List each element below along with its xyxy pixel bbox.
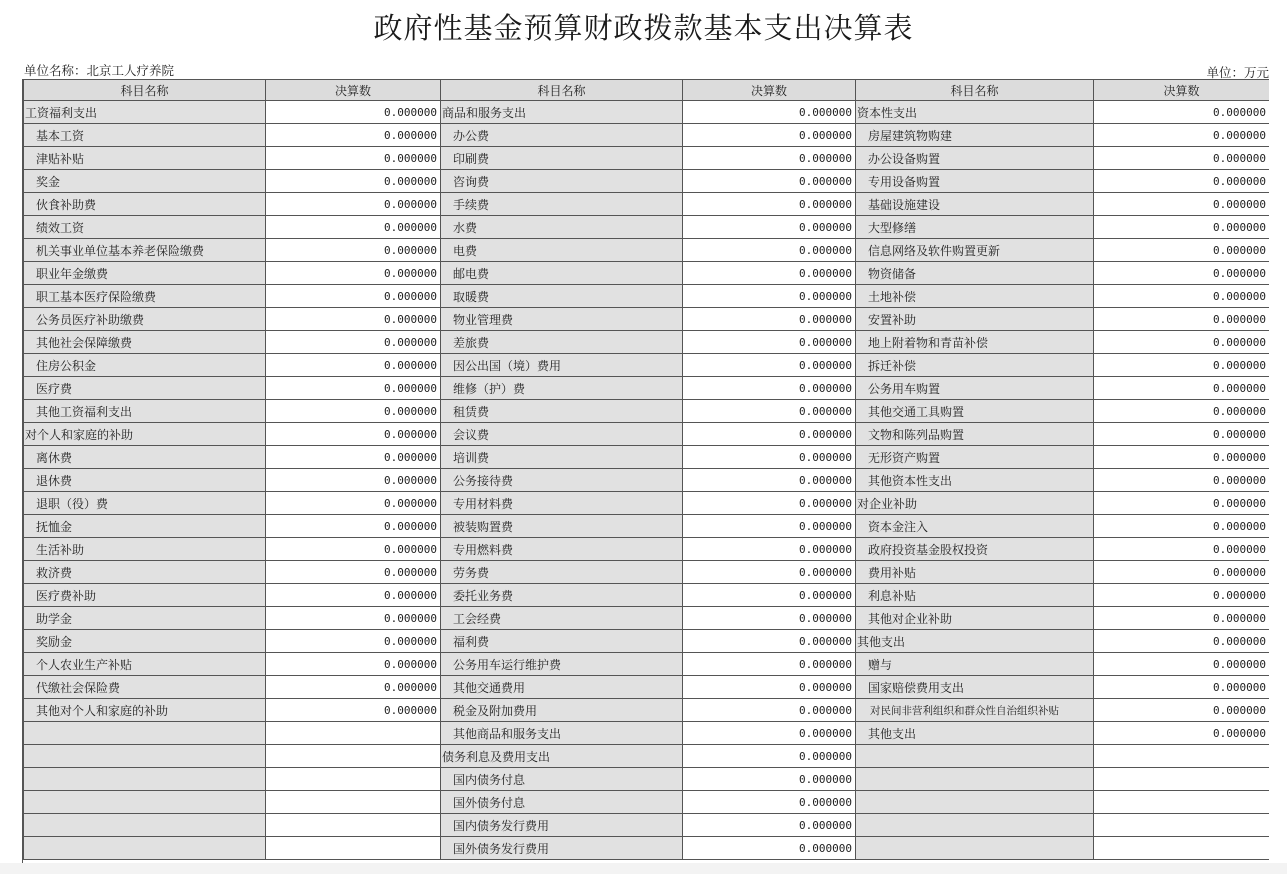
table-row bbox=[24, 147, 1270, 170]
table-row bbox=[24, 561, 1270, 584]
amount-cell: 0.000000 bbox=[683, 745, 856, 768]
amount-cell: 0.000000 bbox=[683, 216, 856, 239]
subject-name-cell: 绩效工资 bbox=[24, 216, 266, 239]
subject-name-cell: 房屋建筑物购建 bbox=[856, 124, 1094, 147]
amount-cell: 0.000000 bbox=[683, 377, 856, 400]
amount-cell: 0.000000 bbox=[683, 814, 856, 837]
table-row bbox=[24, 653, 1270, 676]
subject-name-cell: 国家赔偿费用支出 bbox=[856, 676, 1094, 699]
expenditure-table-container bbox=[22, 79, 1269, 863]
subject-name-cell: 国内债务付息 bbox=[441, 768, 683, 791]
subject-name-cell: 税金及附加费用 bbox=[441, 699, 683, 722]
amount-cell: 0.000000 bbox=[683, 699, 856, 722]
subject-name-cell: 工资福利支出 bbox=[24, 101, 266, 124]
amount-cell: 0.000000 bbox=[266, 699, 441, 722]
subject-name-cell: 对企业补助 bbox=[856, 492, 1094, 515]
subject-name-cell: 债务利息及费用支出 bbox=[441, 745, 683, 768]
amount-cell: 0.000000 bbox=[266, 377, 441, 400]
amount-cell: 0.000000 bbox=[1094, 308, 1270, 331]
table-row bbox=[24, 676, 1270, 699]
table-row bbox=[24, 124, 1270, 147]
subject-name-cell: 咨询费 bbox=[441, 170, 683, 193]
subject-name-cell: 国外债务发行费用 bbox=[441, 837, 683, 860]
subject-name-cell: 其他交通工具购置 bbox=[856, 400, 1094, 423]
subject-name-cell: 福利费 bbox=[441, 630, 683, 653]
empty-value-cell bbox=[266, 768, 441, 791]
subject-name-cell: 会议费 bbox=[441, 423, 683, 446]
empty-value-cell bbox=[1094, 814, 1270, 837]
amount-cell: 0.000000 bbox=[266, 331, 441, 354]
amount-cell: 0.000000 bbox=[683, 331, 856, 354]
table-row bbox=[24, 791, 1270, 814]
amount-cell: 0.000000 bbox=[266, 147, 441, 170]
subject-name-cell: 手续费 bbox=[441, 193, 683, 216]
amount-cell: 0.000000 bbox=[1094, 446, 1270, 469]
table-row bbox=[24, 469, 1270, 492]
empty-name-cell bbox=[856, 791, 1094, 814]
expenditure-table bbox=[23, 79, 1269, 860]
amount-cell: 0.000000 bbox=[683, 193, 856, 216]
amount-cell: 0.000000 bbox=[683, 170, 856, 193]
empty-value-cell bbox=[266, 791, 441, 814]
subject-name-cell: 国内债务发行费用 bbox=[441, 814, 683, 837]
amount-cell: 0.000000 bbox=[266, 354, 441, 377]
amount-cell: 0.000000 bbox=[1094, 584, 1270, 607]
amount-cell: 0.000000 bbox=[683, 837, 856, 860]
amount-cell: 0.000000 bbox=[683, 469, 856, 492]
amount-cell: 0.000000 bbox=[1094, 285, 1270, 308]
amount-cell: 0.000000 bbox=[683, 124, 856, 147]
amount-cell: 0.000000 bbox=[266, 308, 441, 331]
subject-name-cell: 维修（护）费 bbox=[441, 377, 683, 400]
amount-cell: 0.000000 bbox=[683, 515, 856, 538]
amount-cell: 0.000000 bbox=[266, 653, 441, 676]
subject-name-cell: 其他支出 bbox=[856, 630, 1094, 653]
subject-name-cell: 对民间非营利组织和群众性自治组织补贴 bbox=[856, 699, 1094, 722]
subject-name-cell: 信息网络及软件购置更新 bbox=[856, 239, 1094, 262]
table-row bbox=[24, 193, 1270, 216]
table-header-row bbox=[24, 80, 1270, 101]
subject-name-cell: 其他支出 bbox=[856, 722, 1094, 745]
subject-name-cell: 其他商品和服务支出 bbox=[441, 722, 683, 745]
amount-cell: 0.000000 bbox=[1094, 630, 1270, 653]
amount-cell: 0.000000 bbox=[683, 584, 856, 607]
header-amount-col-1: 决算数 bbox=[266, 80, 441, 101]
amount-cell: 0.000000 bbox=[683, 262, 856, 285]
amount-cell: 0.000000 bbox=[1094, 170, 1270, 193]
amount-cell: 0.000000 bbox=[1094, 377, 1270, 400]
subject-name-cell: 个人农业生产补贴 bbox=[24, 653, 266, 676]
subject-name-cell: 医疗费补助 bbox=[24, 584, 266, 607]
subject-name-cell: 基础设施建设 bbox=[856, 193, 1094, 216]
amount-cell: 0.000000 bbox=[266, 170, 441, 193]
subject-name-cell: 公务员医疗补助缴费 bbox=[24, 308, 266, 331]
amount-cell: 0.000000 bbox=[683, 722, 856, 745]
amount-cell: 0.000000 bbox=[1094, 607, 1270, 630]
empty-value-cell bbox=[266, 722, 441, 745]
amount-cell: 0.000000 bbox=[683, 239, 856, 262]
scan-bottom-margin bbox=[0, 863, 1287, 874]
amount-cell: 0.000000 bbox=[266, 400, 441, 423]
subject-name-cell: 商品和服务支出 bbox=[441, 101, 683, 124]
table-row bbox=[24, 400, 1270, 423]
subject-name-cell: 奖励金 bbox=[24, 630, 266, 653]
amount-cell: 0.000000 bbox=[266, 101, 441, 124]
subject-name-cell: 基本工资 bbox=[24, 124, 266, 147]
subject-name-cell: 赠与 bbox=[856, 653, 1094, 676]
subject-name-cell: 救济费 bbox=[24, 561, 266, 584]
empty-name-cell bbox=[24, 722, 266, 745]
subject-name-cell: 其他对个人和家庭的补助 bbox=[24, 699, 266, 722]
subject-name-cell: 资本金注入 bbox=[856, 515, 1094, 538]
subject-name-cell: 差旅费 bbox=[441, 331, 683, 354]
amount-cell: 0.000000 bbox=[1094, 469, 1270, 492]
amount-cell: 0.000000 bbox=[1094, 722, 1270, 745]
empty-name-cell bbox=[24, 837, 266, 860]
table-row bbox=[24, 630, 1270, 653]
empty-name-cell bbox=[856, 814, 1094, 837]
unit-label: 单位：万元 bbox=[1206, 65, 1269, 80]
amount-cell: 0.000000 bbox=[266, 124, 441, 147]
table-row bbox=[24, 768, 1270, 791]
amount-cell: 0.000000 bbox=[1094, 423, 1270, 446]
amount-cell: 0.000000 bbox=[683, 653, 856, 676]
table-row bbox=[24, 239, 1270, 262]
subject-name-cell: 助学金 bbox=[24, 607, 266, 630]
empty-value-cell bbox=[266, 837, 441, 860]
amount-cell: 0.000000 bbox=[1094, 262, 1270, 285]
subject-name-cell: 地上附着物和青苗补偿 bbox=[856, 331, 1094, 354]
amount-cell: 0.000000 bbox=[683, 791, 856, 814]
subject-name-cell: 无形资产购置 bbox=[856, 446, 1094, 469]
empty-name-cell bbox=[856, 768, 1094, 791]
subject-name-cell: 公务用车运行维护费 bbox=[441, 653, 683, 676]
amount-cell: 0.000000 bbox=[266, 446, 441, 469]
amount-cell: 0.000000 bbox=[1094, 699, 1270, 722]
table-row bbox=[24, 423, 1270, 446]
table-row bbox=[24, 722, 1270, 745]
amount-cell: 0.000000 bbox=[683, 285, 856, 308]
subject-name-cell: 其他工资福利支出 bbox=[24, 400, 266, 423]
subject-name-cell: 培训费 bbox=[441, 446, 683, 469]
subject-name-cell: 代缴社会保险费 bbox=[24, 676, 266, 699]
subject-name-cell: 公务接待费 bbox=[441, 469, 683, 492]
subject-name-cell: 机关事业单位基本养老保险缴费 bbox=[24, 239, 266, 262]
amount-cell: 0.000000 bbox=[266, 469, 441, 492]
subject-name-cell: 退休费 bbox=[24, 469, 266, 492]
subject-name-cell: 办公设备购置 bbox=[856, 147, 1094, 170]
table-row bbox=[24, 377, 1270, 400]
subject-name-cell: 公务用车购置 bbox=[856, 377, 1094, 400]
table-row bbox=[24, 101, 1270, 124]
amount-cell: 0.000000 bbox=[1094, 124, 1270, 147]
amount-cell: 0.000000 bbox=[266, 423, 441, 446]
empty-name-cell bbox=[24, 791, 266, 814]
subject-name-cell: 专用设备购置 bbox=[856, 170, 1094, 193]
amount-cell: 0.000000 bbox=[683, 354, 856, 377]
subject-name-cell: 其他资本性支出 bbox=[856, 469, 1094, 492]
empty-value-cell bbox=[266, 814, 441, 837]
amount-cell: 0.000000 bbox=[683, 538, 856, 561]
amount-cell: 0.000000 bbox=[266, 630, 441, 653]
subject-name-cell: 专用燃料费 bbox=[441, 538, 683, 561]
subject-name-cell: 印刷费 bbox=[441, 147, 683, 170]
amount-cell: 0.000000 bbox=[683, 147, 856, 170]
subject-name-cell: 住房公积金 bbox=[24, 354, 266, 377]
subject-name-cell: 因公出国（境）费用 bbox=[441, 354, 683, 377]
table-row bbox=[24, 745, 1270, 768]
subject-name-cell: 租赁费 bbox=[441, 400, 683, 423]
amount-cell: 0.000000 bbox=[1094, 193, 1270, 216]
subject-name-cell: 办公费 bbox=[441, 124, 683, 147]
empty-value-cell bbox=[1094, 837, 1270, 860]
table-row bbox=[24, 331, 1270, 354]
amount-cell: 0.000000 bbox=[266, 538, 441, 561]
amount-cell: 0.000000 bbox=[1094, 400, 1270, 423]
empty-name-cell bbox=[24, 768, 266, 791]
empty-value-cell bbox=[1094, 745, 1270, 768]
amount-cell: 0.000000 bbox=[1094, 538, 1270, 561]
amount-cell: 0.000000 bbox=[1094, 515, 1270, 538]
empty-name-cell bbox=[24, 814, 266, 837]
empty-name-cell bbox=[856, 837, 1094, 860]
subject-name-cell: 委托业务费 bbox=[441, 584, 683, 607]
amount-cell: 0.000000 bbox=[1094, 239, 1270, 262]
table-row bbox=[24, 837, 1270, 860]
empty-name-cell bbox=[856, 745, 1094, 768]
subject-name-cell: 费用补贴 bbox=[856, 561, 1094, 584]
subject-name-cell: 抚恤金 bbox=[24, 515, 266, 538]
subject-name-cell: 拆迁补偿 bbox=[856, 354, 1094, 377]
subject-name-cell: 邮电费 bbox=[441, 262, 683, 285]
subject-name-cell: 生活补助 bbox=[24, 538, 266, 561]
subject-name-cell: 其他对企业补助 bbox=[856, 607, 1094, 630]
amount-cell: 0.000000 bbox=[1094, 147, 1270, 170]
amount-cell: 0.000000 bbox=[266, 216, 441, 239]
subject-name-cell: 对个人和家庭的补助 bbox=[24, 423, 266, 446]
subject-name-cell: 退职（役）费 bbox=[24, 492, 266, 515]
amount-cell: 0.000000 bbox=[1094, 216, 1270, 239]
subject-name-cell: 资本性支出 bbox=[856, 101, 1094, 124]
amount-cell: 0.000000 bbox=[683, 308, 856, 331]
amount-cell: 0.000000 bbox=[683, 607, 856, 630]
subject-name-cell: 电费 bbox=[441, 239, 683, 262]
header-amount-col-3: 决算数 bbox=[1094, 80, 1270, 101]
subject-name-cell: 被装购置费 bbox=[441, 515, 683, 538]
subject-name-cell: 医疗费 bbox=[24, 377, 266, 400]
table-row bbox=[24, 584, 1270, 607]
amount-cell: 0.000000 bbox=[266, 239, 441, 262]
table-row bbox=[24, 354, 1270, 377]
amount-cell: 0.000000 bbox=[683, 768, 856, 791]
subject-name-cell: 伙食补助费 bbox=[24, 193, 266, 216]
table-row bbox=[24, 814, 1270, 837]
subject-name-cell: 津贴补贴 bbox=[24, 147, 266, 170]
subject-name-cell: 水费 bbox=[441, 216, 683, 239]
amount-cell: 0.000000 bbox=[266, 492, 441, 515]
table-row bbox=[24, 285, 1270, 308]
subject-name-cell: 劳务费 bbox=[441, 561, 683, 584]
table-row bbox=[24, 699, 1270, 722]
table-row bbox=[24, 492, 1270, 515]
amount-cell: 0.000000 bbox=[266, 515, 441, 538]
table-row bbox=[24, 515, 1270, 538]
empty-value-cell bbox=[266, 745, 441, 768]
empty-value-cell bbox=[1094, 768, 1270, 791]
header-amount-col-2: 决算数 bbox=[683, 80, 856, 101]
amount-cell: 0.000000 bbox=[266, 584, 441, 607]
amount-cell: 0.000000 bbox=[683, 561, 856, 584]
amount-cell: 0.000000 bbox=[266, 285, 441, 308]
amount-cell: 0.000000 bbox=[683, 676, 856, 699]
amount-cell: 0.000000 bbox=[1094, 331, 1270, 354]
subject-name-cell: 离休费 bbox=[24, 446, 266, 469]
header-name-col-1: 科目名称 bbox=[24, 80, 266, 101]
table-body bbox=[24, 101, 1270, 860]
amount-cell: 0.000000 bbox=[266, 676, 441, 699]
subject-name-cell: 专用材料费 bbox=[441, 492, 683, 515]
table-row bbox=[24, 607, 1270, 630]
table-row bbox=[24, 216, 1270, 239]
amount-cell: 0.000000 bbox=[1094, 354, 1270, 377]
amount-cell: 0.000000 bbox=[1094, 561, 1270, 584]
empty-name-cell bbox=[24, 745, 266, 768]
header-name-col-3: 科目名称 bbox=[856, 80, 1094, 101]
subject-name-cell: 安置补助 bbox=[856, 308, 1094, 331]
subject-name-cell: 工会经费 bbox=[441, 607, 683, 630]
subject-name-cell: 土地补偿 bbox=[856, 285, 1094, 308]
amount-cell: 0.000000 bbox=[266, 262, 441, 285]
amount-cell: 0.000000 bbox=[1094, 653, 1270, 676]
header-name-col-2: 科目名称 bbox=[441, 80, 683, 101]
table-row bbox=[24, 538, 1270, 561]
empty-value-cell bbox=[1094, 791, 1270, 814]
table-row bbox=[24, 262, 1270, 285]
subject-name-cell: 取暖费 bbox=[441, 285, 683, 308]
amount-cell: 0.000000 bbox=[1094, 492, 1270, 515]
subject-name-cell: 利息补贴 bbox=[856, 584, 1094, 607]
amount-cell: 0.000000 bbox=[683, 101, 856, 124]
subject-name-cell: 政府投资基金股权投资 bbox=[856, 538, 1094, 561]
subject-name-cell: 职业年金缴费 bbox=[24, 262, 266, 285]
subject-name-cell: 大型修缮 bbox=[856, 216, 1094, 239]
subject-name-cell: 其他社会保障缴费 bbox=[24, 331, 266, 354]
subject-name-cell: 奖金 bbox=[24, 170, 266, 193]
amount-cell: 0.000000 bbox=[266, 607, 441, 630]
table-row bbox=[24, 170, 1270, 193]
subject-name-cell: 物资储备 bbox=[856, 262, 1094, 285]
amount-cell: 0.000000 bbox=[683, 492, 856, 515]
subject-name-cell: 职工基本医疗保险缴费 bbox=[24, 285, 266, 308]
subject-name-cell: 物业管理费 bbox=[441, 308, 683, 331]
amount-cell: 0.000000 bbox=[1094, 676, 1270, 699]
amount-cell: 0.000000 bbox=[683, 400, 856, 423]
report-title: 政府性基金预算财政拨款基本支出决算表 bbox=[373, 11, 914, 45]
amount-cell: 0.000000 bbox=[266, 193, 441, 216]
subject-name-cell: 其他交通费用 bbox=[441, 676, 683, 699]
unit-name-label: 单位名称：北京工人疗养院 bbox=[24, 63, 175, 78]
amount-cell: 0.000000 bbox=[683, 423, 856, 446]
table-row bbox=[24, 308, 1270, 331]
amount-cell: 0.000000 bbox=[683, 630, 856, 653]
amount-cell: 0.000000 bbox=[683, 446, 856, 469]
subject-name-cell: 国外债务付息 bbox=[441, 791, 683, 814]
amount-cell: 0.000000 bbox=[266, 561, 441, 584]
amount-cell: 0.000000 bbox=[1094, 101, 1270, 124]
table-row bbox=[24, 446, 1270, 469]
subject-name-cell: 文物和陈列品购置 bbox=[856, 423, 1094, 446]
